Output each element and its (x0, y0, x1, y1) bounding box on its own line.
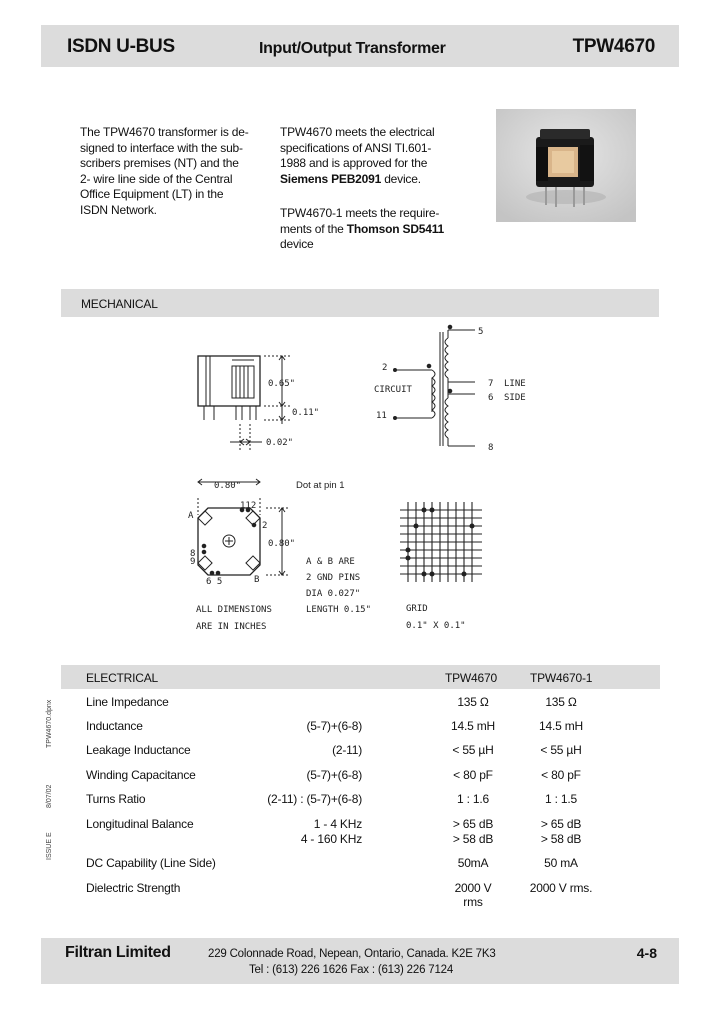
param: Winding Capacitance (86, 768, 196, 782)
section-title: ELECTRICAL (86, 671, 159, 685)
side-issue-label: ISSUE E (46, 832, 53, 860)
pin-b-label: B (254, 575, 260, 585)
grid-note-line-2: 0.1" X 0.1" (406, 621, 466, 631)
chip-name: Siemens PEB2091 (280, 171, 382, 186)
text-line (280, 172, 434, 188)
pin-7-label: 7 (488, 379, 494, 389)
value-tpw4670-1: 135 Ω (545, 695, 577, 709)
value-tpw4670-1: 2000 V rms. (529, 881, 593, 895)
text-line: TPW4670-1 meets the require- (280, 206, 440, 220)
pin-11-label: 11 (376, 411, 387, 421)
pin-note-line-2: 2 GND PINS (306, 573, 361, 583)
page-footer (41, 938, 679, 984)
intro-paragraph-3 (280, 206, 444, 253)
value-tpw4670-1: < 80 pF (541, 768, 581, 782)
line-label: LINE (504, 379, 526, 389)
value-tpw4670: > 65 dB (452, 817, 494, 831)
value-tpw4670: 135 Ω (457, 695, 489, 709)
param: Line Impedance (86, 695, 169, 709)
pin-a-label: A (188, 511, 194, 521)
value-tpw4670-1: > 65 dB (540, 817, 582, 831)
dims-note-line-2: ARE IN INCHES (196, 622, 267, 632)
dim-pin: 0.11" (292, 408, 320, 418)
pin-5-label: 5 (478, 327, 484, 337)
value-tpw4670-1: < 55 µH (540, 743, 582, 757)
text-line: ISDN Network. (80, 202, 157, 217)
condition: (5-7)+(6-8) (306, 719, 362, 733)
col-header-tpw4670: TPW4670 (445, 671, 497, 685)
transformer-image (496, 109, 636, 222)
page-header (41, 25, 679, 67)
mechanical-drawing (170, 320, 530, 640)
value-tpw4670: < 55 µH (452, 743, 494, 757)
value-tpw4670: 50mA (457, 856, 489, 870)
value-tpw4670: 1 : 1.6 (457, 792, 489, 806)
value-tpw4670-1: > 58 dB (540, 832, 582, 846)
text-head: ments of the (280, 221, 347, 236)
product-title: Input/Output Transformer (259, 40, 446, 57)
param: DC Capability (Line Side) (86, 856, 216, 870)
page-number: 4-8 (636, 945, 657, 961)
dim-height: 0.65" (268, 379, 296, 389)
pin-1-12-label (240, 501, 256, 511)
value-tpw4670: 14.5 mH (451, 719, 495, 733)
mechanical-section-header (61, 289, 659, 317)
value-tpw4670-1: 14.5 mH (539, 719, 583, 733)
dim-width: 0.80" (214, 481, 242, 491)
product-photo (496, 109, 636, 222)
value-tpw4670-1: 1 : 1.5 (545, 792, 577, 806)
param: Dielectric Strength (86, 881, 181, 895)
side-date-label: 8/07/02 (46, 784, 53, 808)
pin-6-label: 6 (488, 393, 494, 403)
company-name: Filtran Limited (65, 944, 171, 961)
text-line: TPW4670 meets the electrical (280, 125, 435, 139)
dim-depth: 0.80" (268, 539, 296, 549)
text-line: scribers premises (NT) and the (80, 156, 239, 170)
param: Turns Ratio (86, 792, 146, 806)
pin-6-5-label: 6 5 (206, 577, 223, 587)
section-title: MECHANICAL (81, 297, 158, 311)
condition: (5-7)+(6-8) (306, 768, 362, 782)
pin-note-line-4: LENGTH 0.15" (306, 605, 372, 615)
series-title: ISDN U-BUS (67, 36, 175, 57)
bottom-view (198, 479, 288, 575)
pin-9-label: 9 (190, 557, 196, 567)
pin-1: 1 (240, 501, 246, 511)
value-tpw4670: 2000 V rms (454, 881, 492, 909)
intro-paragraph-2 (280, 125, 434, 187)
condition: (2-11) : (5-7)+(6-8) (267, 792, 362, 806)
pin-2-label: 2 (382, 363, 388, 373)
part-number: TPW4670 (572, 36, 655, 57)
value-tpw4670: > 58 dB (452, 832, 494, 846)
side-view (198, 356, 290, 450)
pin-8-bottom-label: 8 (190, 549, 196, 559)
grid-note-line-1: GRID (406, 604, 428, 614)
company-phone: Tel : (613) 226 1626 Fax : (613) 226 7124 (249, 964, 454, 976)
dot-note: Dot at pin 1 (296, 480, 345, 491)
text-line: 2- wire line side of the Central (80, 171, 233, 186)
condition: (2-11) (332, 743, 362, 757)
param: Longitudinal Balance (86, 817, 194, 831)
condition: 4 - 160 KHz (300, 832, 362, 846)
param: Inductance (86, 719, 143, 733)
side-file-label: TPW4670.dpnx (46, 699, 53, 748)
pin-12: 12 (245, 501, 257, 511)
side-label: SIDE (504, 393, 526, 403)
param: Leakage Inductance (86, 743, 191, 757)
chip-name: Thomson SD5411 (346, 221, 445, 236)
intro-paragraph-1 (80, 125, 249, 218)
text-line: specifications of ANSI TI.601- (280, 140, 432, 155)
pin-2-bottom-label: 2 (262, 521, 268, 531)
company-address: 229 Colonnade Road, Nepean, Ontario, Canada. K2E 7K3 (208, 948, 496, 960)
text-line: Office Equipment (LT) in the (80, 187, 224, 201)
pin-8-label: 8 (488, 443, 494, 453)
pin-note-line-3: DIA 0.027" (306, 589, 361, 599)
dim-lead: 0.02" (266, 438, 294, 448)
col-header-tpw4670-1: TPW4670-1 (530, 671, 593, 685)
pin-grid (400, 502, 482, 582)
dims-note-line-1: ALL DIMENSIONS (196, 605, 272, 615)
text-line (280, 222, 444, 238)
condition: 1 - 4 KHz (313, 817, 362, 831)
value-tpw4670-1: 50 mA (544, 856, 578, 870)
text-line: signed to interface with the sub- (80, 140, 243, 155)
text-line: The TPW4670 transformer is de- (80, 125, 249, 139)
circuit-label: CIRCUIT (374, 385, 412, 395)
text-tail: device. (381, 171, 421, 186)
text-line: 1988 and is approved for the (280, 156, 428, 170)
pin-note-line-1: A & B ARE (306, 557, 355, 567)
electrical-section-header (61, 665, 660, 689)
text-line: device (280, 237, 314, 251)
value-tpw4670: < 80 pF (453, 768, 493, 782)
